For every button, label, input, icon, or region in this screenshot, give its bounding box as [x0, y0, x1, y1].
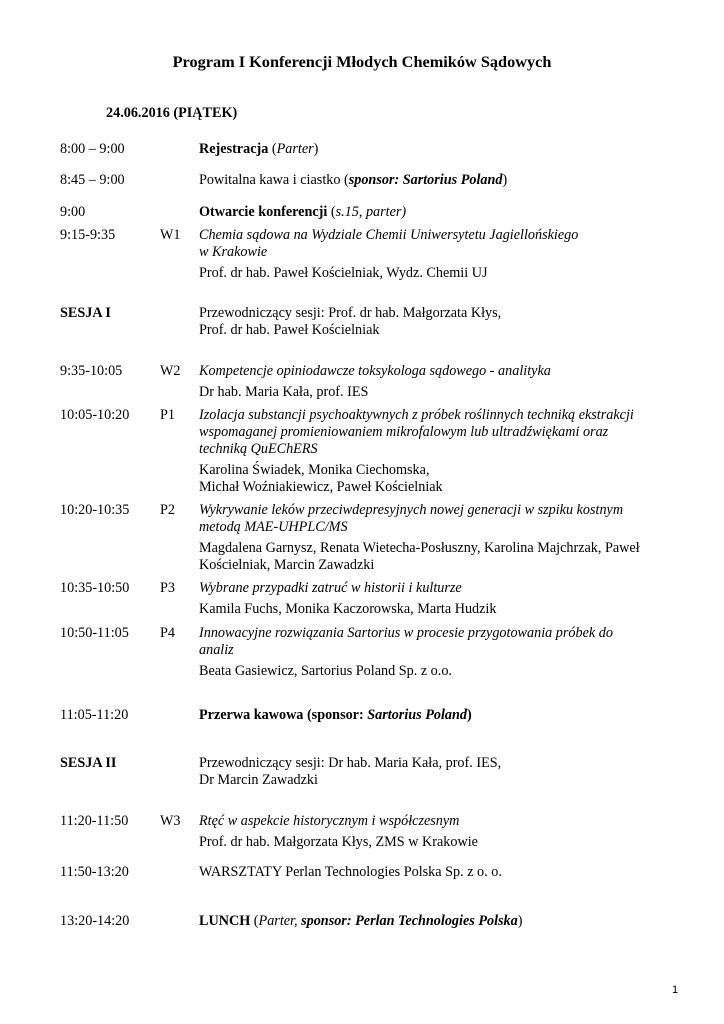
- talk-authors: Dr hab. Maria Kała, prof. IES: [199, 384, 369, 400]
- talk-details: [199, 502, 669, 574]
- talk-title: Chemia sądowa na Wydziale Chemii Uniwersytetu Jagiellońskiego: [199, 227, 579, 243]
- time-slot: 11:50-13:20: [60, 864, 129, 880]
- talk-details: [199, 227, 669, 282]
- talk-code: W3: [160, 813, 181, 829]
- time-slot: 10:50-11:05: [60, 625, 129, 641]
- talk-authors: Prof. dr hab. Małgorzata Kłys, ZMS w Krakowie: [199, 834, 478, 850]
- talk-authors: Karolina Świadek, Monika Ciechomska,: [199, 462, 430, 478]
- time-slot: 9:00: [60, 204, 86, 220]
- talk-title: Wybrane przypadki zatruć w historii i kulturze: [199, 580, 462, 596]
- talk-title: wspomaganej promieniowaniem mikrofalowym lub ultradźwiękami oraz: [199, 424, 609, 440]
- talk-details: [199, 625, 669, 680]
- time-slot: 10:05-10:20: [60, 407, 130, 423]
- talk-code: P4: [160, 625, 175, 641]
- talk-details: [199, 363, 669, 401]
- talk-details: [199, 407, 669, 496]
- time-slot: 10:35-10:50: [60, 580, 130, 596]
- event-description: LUNCH (Parter, sponsor: Perlan Technologies Polska): [199, 913, 523, 929]
- session-label: SESJA I: [60, 305, 111, 321]
- talk-code: W1: [160, 227, 181, 243]
- talk-title: analiz: [199, 642, 234, 658]
- time-slot: 9:15-9:35: [60, 227, 116, 243]
- session-label: SESJA II: [60, 755, 117, 771]
- talk-title: w Krakowie: [199, 244, 268, 260]
- talk-title: metodą MAE-UHPLC/MS: [199, 519, 348, 535]
- talk-authors: Kościelniak, Marcin Zawadzki: [199, 557, 375, 573]
- talk-authors: Kamila Fuchs, Monika Kaczorowska, Marta Hudzik: [199, 601, 497, 617]
- event-description: Rejestracja (Parter): [199, 141, 319, 157]
- session-chair-line: Przewodniczący sesji: Prof. dr hab. Małgorzata Kłys,: [199, 305, 502, 321]
- talk-title: Wykrywanie leków przeciwdepresyjnych nowej generacji w szpiku kostnym: [199, 502, 624, 518]
- session-chair-line: Przewodniczący sesji: Dr hab. Maria Kała, prof. IES,: [199, 755, 502, 771]
- talk-authors: Beata Gasiewicz, Sartorius Poland Sp. z o.o.: [199, 663, 452, 679]
- date-heading: 24.06.2016 (PIĄTEK): [106, 105, 238, 121]
- time-slot: 13:20-14:20: [60, 913, 130, 929]
- session-chair-line: Prof. dr hab. Paweł Kościelniak: [199, 322, 380, 338]
- talk-title: Kompetencje opiniodawcze toksykologa sądowego - analityka: [199, 363, 551, 379]
- talk-title: techniką QuEChERS: [199, 441, 318, 457]
- event-description: Otwarcie konferencji (s.15, parter): [199, 204, 407, 220]
- time-slot: 10:20-10:35: [60, 502, 130, 518]
- talk-details: [199, 580, 669, 618]
- talk-title: Rtęć w aspekcie historycznym i współczesnym: [199, 813, 460, 829]
- event-description: WARSZTATY Perlan Technologies Polska Sp. z o. o.: [199, 864, 502, 880]
- page-number: 1: [672, 984, 679, 996]
- talk-code: W2: [160, 363, 181, 379]
- talk-title: Izolacja substancji psychoaktywnych z próbek roślinnych techniką ekstrakcji: [199, 407, 634, 423]
- talk-authors: Prof. dr hab. Paweł Kościelniak, Wydz. Chemii UJ: [199, 265, 488, 281]
- talk-details: [199, 813, 669, 851]
- time-slot: 8:45 – 9:00: [60, 172, 125, 188]
- session-chairs: [199, 305, 669, 339]
- talk-code: P3: [160, 580, 175, 596]
- talk-authors: Michał Woźniakiewicz, Paweł Kościelniak: [199, 479, 443, 495]
- page-title: Program I Konferencji Młodych Chemików Sądowych: [172, 52, 552, 71]
- session-chairs: [199, 755, 669, 789]
- session-chair-line: Dr Marcin Zawadzki: [199, 772, 318, 788]
- time-slot: 9:35-10:05: [60, 363, 123, 379]
- time-slot: 11:20-11:50: [60, 813, 129, 829]
- talk-code: P1: [160, 407, 175, 423]
- time-slot: 8:00 – 9:00: [60, 141, 125, 157]
- talk-authors: Magdalena Garnysz, Renata Wietecha-Posłuszny, Karolina Majchrzak, Paweł: [199, 540, 640, 556]
- event-description: Powitalna kawa i ciastko (sponsor: Sartorius Poland): [199, 172, 508, 188]
- time-slot: 11:05-11:20: [60, 707, 129, 723]
- talk-title: Innowacyjne rozwiązania Sartorius w procesie przygotowania próbek do: [199, 625, 613, 641]
- talk-code: P2: [160, 502, 175, 518]
- event-description: Przerwa kawowa (sponsor: Sartorius Poland): [199, 707, 472, 723]
